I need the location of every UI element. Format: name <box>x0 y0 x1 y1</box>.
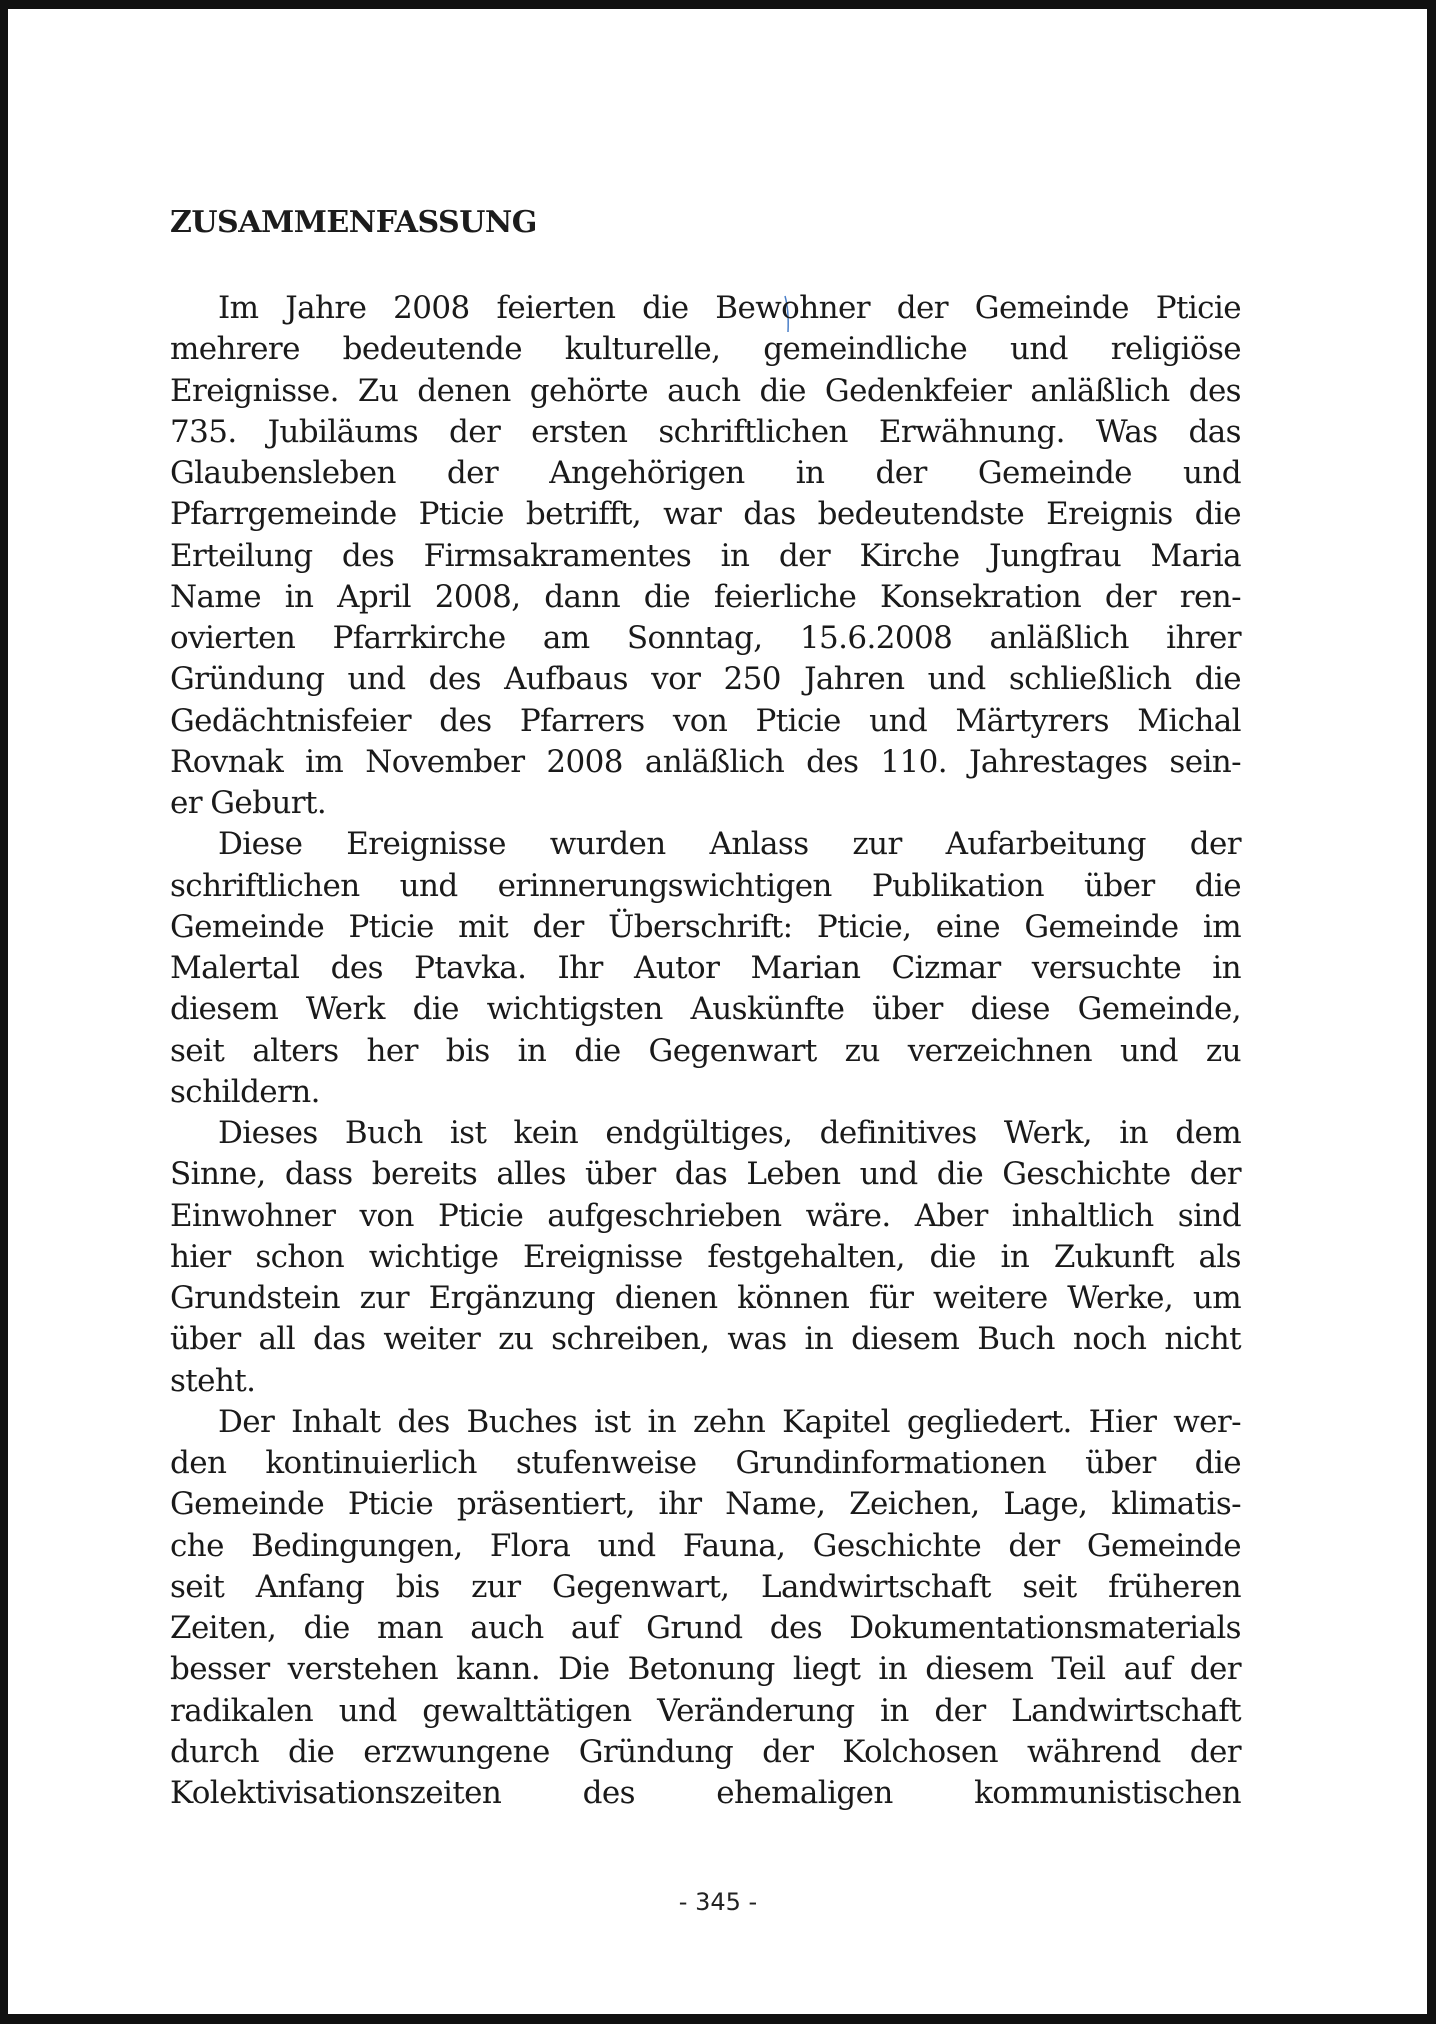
text-line: Name in April 2008, dann die feierliche Konsekration der ren- <box>170 578 1241 615</box>
paragraph <box>170 824 1241 1113</box>
text-line: Zeiten, die man auch auf Grund des Dokumentationsmaterials <box>170 1610 1241 1646</box>
text-line: radikalen und gewalttätigen Veränderung in der Landwirtschaft <box>170 1692 1241 1729</box>
text-line: Malertal des Ptavka. Ihr Autor Marian Cizmar versuchte in <box>170 950 1241 986</box>
text-line: mehrere bedeutende kulturelle, gemeindliche und religiöse <box>170 331 1241 368</box>
text-line: Kolektivisationszeiten des ehemaligen kommunistischen <box>170 1775 1241 1811</box>
text-line: hier schon wichtige Ereignisse festgehalten, die in Zukunft als <box>170 1238 1241 1275</box>
body-text <box>170 288 1241 1814</box>
text-line: Gedächtnisfeier des Pfarrers von Pticie und Märtyrers Michal <box>170 702 1241 739</box>
text-line: Diese Ereignisse wurden Anlass zur Aufarbeitung der <box>218 826 1241 863</box>
text-line: Rovnak im November 2008 anläßlich des 110. Jahrestages sein- <box>170 743 1241 780</box>
text-line: schriftlichen und erinnerungswichtigen Publikation über die <box>170 867 1241 904</box>
text-line: den kontinuierlich stufenweise Grundinformationen über die <box>170 1445 1241 1481</box>
text-line: seit alters her bis in die Gegenwart zu verzeichnen und zu <box>170 1032 1241 1069</box>
text-line: über all das weiter zu schreiben, was in diesem Buch noch nicht <box>170 1321 1241 1358</box>
text-line: diesem Werk die wichtigsten Auskünfte über diese Gemeinde, <box>170 991 1241 1028</box>
text-line: Erteilung des Firmsakramentes in der Kirche Jungfrau Maria <box>170 537 1241 574</box>
text-line: steht. <box>170 1362 256 1399</box>
text-line: Sinne, dass bereits alles über das Leben und die Geschichte der <box>170 1156 1241 1193</box>
text-line: durch die erzwungene Gründung der Kolchosen während der <box>170 1733 1241 1770</box>
text-line: Gemeinde Pticie präsentiert, ihr Name, Zeichen, Lage, klimatis- <box>170 1486 1241 1523</box>
text-line: 735. Jubiläums der ersten schriftlichen Erwähnung. Was das <box>170 413 1241 450</box>
text-line: seit Anfang bis zur Gegenwart, Landwirtschaft seit früheren <box>170 1568 1241 1605</box>
paragraph <box>170 1113 1241 1402</box>
text-line: ovierten Pfarrkirche am Sonntag, 15.6.2008 anläßlich ihrer <box>170 620 1241 656</box>
text-line: Ereignisse. Zu denen gehörte auch die Gedenkfeier anläßlich des <box>170 372 1241 409</box>
text-line: che Bedingungen, Flora und Fauna, Geschichte der Gemeinde <box>170 1527 1241 1564</box>
text-line: Im Jahre 2008 feierten die Bewohner der Gemeinde Pticie <box>218 290 1241 326</box>
text-line: er Geburt. <box>170 785 327 821</box>
text-line: Gründung und des Aufbaus vor 250 Jahren und schließlich die <box>170 661 1241 698</box>
text-line: Der Inhalt des Buches ist in zehn Kapitel gegliedert. Hier wer- <box>218 1403 1241 1440</box>
paragraph <box>170 1402 1241 1815</box>
text-line: Pfarrgemeinde Pticie betrifft, war das bedeutendste Ereignis die <box>170 496 1241 533</box>
text-line: Dieses Buch ist kein endgültiges, definitives Werk, in dem <box>218 1115 1241 1151</box>
page-number: - 345 - <box>678 1888 758 1916</box>
paragraph <box>170 288 1241 824</box>
page-title: ZUSAMMENFASSUNG <box>170 205 537 240</box>
text-line: Grundstein zur Ergänzung dienen können für weitere Werke, um <box>170 1280 1241 1316</box>
text-line: Einwohner von Pticie aufgeschrieben wäre. Aber inhaltlich sind <box>170 1197 1241 1234</box>
text-line: Gemeinde Pticie mit der Überschrift: Pticie, eine Gemeinde im <box>170 908 1241 945</box>
text-line: besser verstehen kann. Die Betonung liegt in diesem Teil auf der <box>170 1651 1241 1688</box>
text-line: schildern. <box>170 1073 320 1110</box>
text-line: Glaubensleben der Angehörigen in der Gemeinde und <box>170 455 1241 491</box>
